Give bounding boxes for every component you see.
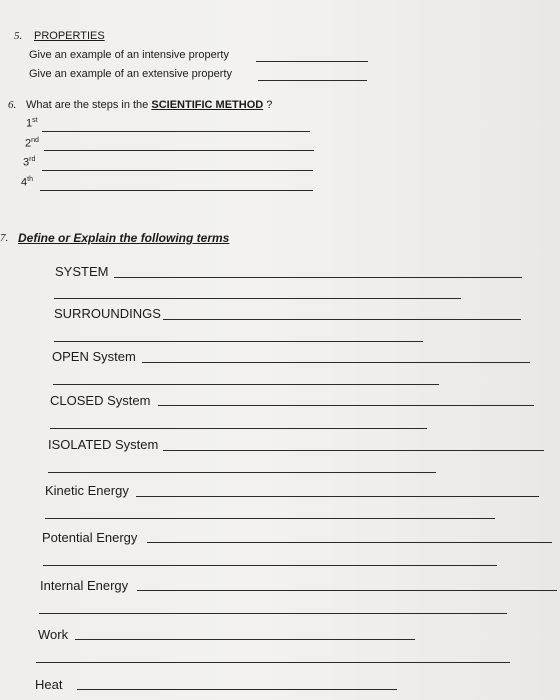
term-system: SYSTEM bbox=[55, 264, 109, 279]
term-open-system: OPEN System bbox=[52, 349, 136, 364]
term-work-line-2[interactable] bbox=[36, 662, 510, 663]
step-answer-line-1[interactable] bbox=[42, 131, 310, 132]
term-heat: Heat bbox=[35, 677, 63, 692]
term-open-system-line-2[interactable] bbox=[53, 384, 439, 385]
term-isolated-system-line-1[interactable] bbox=[163, 450, 544, 451]
intensive-property-answer-line[interactable] bbox=[256, 61, 368, 62]
extensive-property-question: Give an example of an extensive property bbox=[29, 68, 233, 80]
term-closed-system-line-1[interactable] bbox=[158, 405, 534, 406]
term-surroundings-line-1[interactable] bbox=[163, 319, 521, 320]
term-work: Work bbox=[38, 627, 69, 642]
section-7-title: Define or Explain the following terms bbox=[18, 231, 230, 245]
term-internal-energy-line-2[interactable] bbox=[39, 613, 507, 614]
term-open-system-line-1[interactable] bbox=[142, 362, 530, 363]
question-emphasis: SCIENTIFIC METHOD bbox=[151, 99, 264, 111]
step-answer-line-3[interactable] bbox=[42, 170, 313, 171]
section-5-number: 5. bbox=[14, 30, 23, 42]
step-label-3: 3rd bbox=[23, 156, 36, 169]
section-6-number: 6. bbox=[8, 99, 17, 111]
term-closed-system-line-2[interactable] bbox=[50, 428, 427, 429]
step-label-4: 4th bbox=[21, 176, 33, 189]
question-suffix: ? bbox=[266, 99, 273, 111]
term-isolated-system-line-2[interactable] bbox=[48, 472, 436, 473]
term-kinetic-energy: Kinetic Energy bbox=[45, 483, 129, 498]
term-internal-energy-line-1[interactable] bbox=[137, 590, 557, 591]
term-closed-system: CLOSED System bbox=[50, 393, 151, 408]
term-heat-line-1[interactable] bbox=[77, 689, 397, 690]
term-potential-energy-line-1[interactable] bbox=[147, 542, 552, 543]
term-potential-energy-line-2[interactable] bbox=[43, 565, 497, 566]
term-surroundings-line-2[interactable] bbox=[54, 341, 423, 342]
term-kinetic-energy-line-2[interactable] bbox=[45, 518, 495, 519]
term-potential-energy: Potential Energy bbox=[42, 530, 138, 545]
term-system-line-1[interactable] bbox=[114, 277, 522, 278]
term-work-line-1[interactable] bbox=[75, 639, 415, 640]
section-5-title: PROPERTIES bbox=[34, 30, 105, 42]
step-answer-line-4[interactable] bbox=[40, 190, 313, 191]
term-system-line-2[interactable] bbox=[54, 298, 461, 299]
term-internal-energy: Internal Energy bbox=[40, 578, 129, 593]
step-label-1: 1st bbox=[26, 117, 38, 130]
step-answer-line-2[interactable] bbox=[44, 150, 314, 151]
step-label-2: 2nd bbox=[25, 137, 39, 150]
extensive-property-answer-line[interactable] bbox=[258, 80, 367, 81]
term-kinetic-energy-line-1[interactable] bbox=[136, 496, 539, 497]
intensive-property-question: Give an example of an intensive property bbox=[29, 49, 229, 61]
question-prefix: What are the steps in the bbox=[26, 99, 149, 111]
term-surroundings: SURROUNDINGS bbox=[54, 306, 161, 321]
term-isolated-system: ISOLATED System bbox=[48, 437, 159, 452]
section-7-number: 7. bbox=[0, 232, 9, 244]
scientific-method-question bbox=[26, 99, 272, 111]
